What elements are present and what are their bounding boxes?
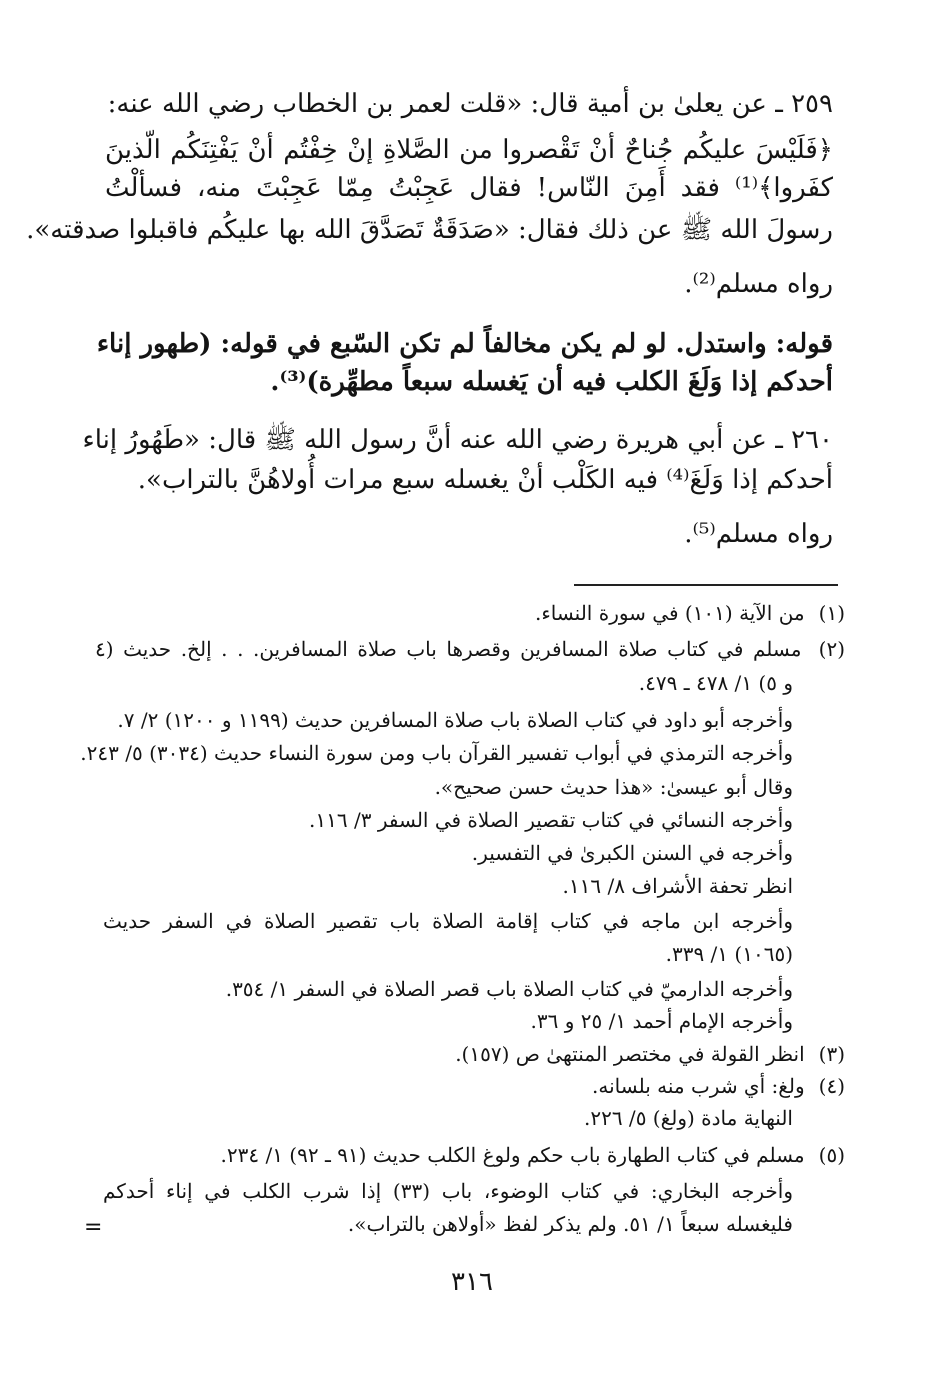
footnote-5 [95,1140,845,1170]
hadith-259-line-1: ٢٥٩ ـ عن يعلىٰ بن أمية قال: «قلت لعمر بن الخطاب رضي الله عنه: [107,89,833,119]
hadith-259-line-4: رسولَ الله ﷺ عن ذلك فقال: «صَدَقَةٌ تَصَدَّقَ الله بها عليكُم فاقبلوا صدقته». [26,215,833,245]
footnote-text: انظر القولة في مختصر المنتهىٰ ص (١٥٧). [455,1042,805,1066]
footnote-2-line-9: وأخرجه ابن ماجه في كتاب إقامة الصلاة باب تقصير الصلاة في السفر حديث [103,909,793,933]
footnote-5-line-2: وأخرجه البخاري: في كتاب الوضوء، باب (٣٣) إذا شرب الكلب في إناء أحدكم [103,1179,793,1203]
footnote-4-line-2: النهاية مادة (ولغ) ٥/ ٢٢٦. [583,1106,793,1130]
hadith-259-line-2: ﴿فَلَيْسَ عليكُم جُناحٌ أنْ تَقْصروا من الصَّلاةِ إنْ خِفْتُم أنْ يَفْتِنَكُم الّذينَ [105,135,833,165]
footnote-5-line-3: فليغسله سبعاً ١/ ٥١. ولم يذكر لفظ «أولاهن بالتراب». [347,1212,793,1236]
hadith-260-line-2: أحدكم إذا وَلَغَ⁽⁴⁾ فيه الكَلْب أنْ يغسله سبع مرات أُولاهُنَّ بالتراب». [137,465,833,495]
hadith-259-line-3: كفَروا﴾⁽¹⁾ فقد أَمِنَ النّاس! فقال عَجِبْتُ مِمّا عَجِبْتَ منه، فسألْتُ [105,173,833,203]
footnote-4 [95,1071,845,1101]
footnote-2-line-5: وقال أبو عيسىٰ: «هذا حديث حسن صحيح». [434,775,793,799]
footnote-1 [95,598,845,628]
footnote-2 [95,634,845,664]
footnote-2-line-12: وأخرجه الإمام أحمد ١/ ٢٥ و ٣٦. [530,1009,793,1033]
footnote-text: مسلم في كتاب الطهارة باب حكم ولوغ الكلب حديث (٩١ ـ ٩٢) ١/ ٢٣٤. [220,1143,805,1167]
hadith-259-source: رواه مسلم⁽²⁾. [684,269,833,299]
page-number: ٣١٦ [451,1267,493,1297]
footnote-2-line-4: وأخرجه الترمذي في أبواب تفسير القرآن باب ومن سورة النساء حديث (٣٠٣٤) ٥/ ٢٤٣. [80,741,793,765]
footnote-number: (١) [818,601,845,625]
qawl-line-1: قوله: واستدل. لو لم يكن مخالفاً لم تكن السّبع في قوله: (طهور إناء [96,329,833,359]
footnote-2-line-11: وأخرجه الدارميّ في كتاب الصلاة باب قصر الصلاة في السفر ١/ ٣٥٤. [225,977,793,1001]
footnote-2-line-3: وأخرجه أبو داود في كتاب الصلاة باب صلاة المسافرين حديث (١١٩٩ و ١٢٠٠) ٢/ ٧. [117,708,793,732]
footnote-separator [574,584,838,586]
qawl-line-2: أحدكم إذا وَلَغَ الكلب فيه أن يَغسله سبعاً مطهِّرة)⁽³⁾. [270,367,833,397]
hadith-260-line-1: ٢٦٠ ـ عن أبي هريرة رضي الله عنه أنَّ رسول الله ﷺ قال: «طَهُورُ إناء [82,425,833,455]
footnote-2-line-2: و ٥) ١/ ٤٧٨ ـ ٤٧٩. [638,671,793,695]
footnote-text: من الآية (١٠١) في سورة النساء. [534,601,805,625]
footnote-2-line-7: وأخرجه في السنن الكبرىٰ في التفسير. [471,841,793,865]
footnote-number: (٣) [818,1042,845,1066]
footnote-text: ولغ: أي شرب منه بلسانه. [592,1074,805,1098]
continuation-mark: = [84,1215,103,1240]
footnote-2-line-6: وأخرجه النسائي في كتاب تقصير الصلاة في السفر ٣/ ١١٦. [309,808,793,832]
footnote-3 [95,1039,845,1069]
footnote-2-line-8: انظر تحفة الأشراف ٨/ ١١٦. [562,874,793,898]
footnote-number: (٢) [818,637,845,661]
footnote-text: مسلم في كتاب صلاة المسافرين وقصرها باب صلاة المسافرين. . . إلخ. حديث (٤ [95,637,802,661]
footnote-number: (٥) [818,1143,845,1167]
footnote-number: (٤) [818,1074,845,1098]
footnote-2-line-10: (١٠٦٥) ١/ ٣٣٩. [665,942,793,966]
hadith-260-source: رواه مسلم⁽⁵⁾. [684,519,833,549]
